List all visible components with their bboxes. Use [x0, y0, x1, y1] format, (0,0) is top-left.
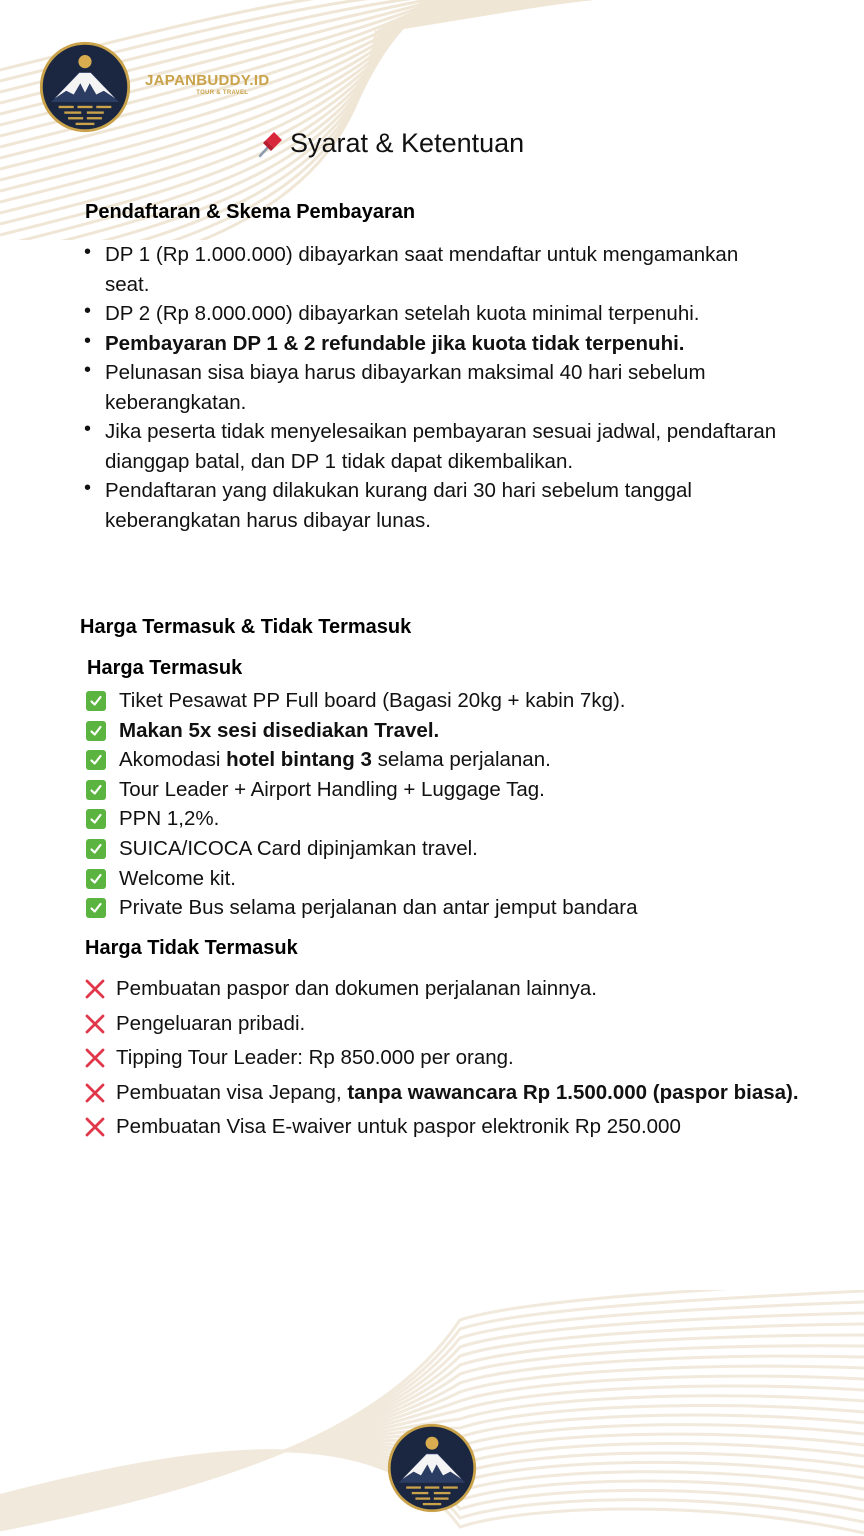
included-list [86, 686, 806, 923]
registration-item-text: DP 1 (Rp 1.000.000) dibayarkan saat mendaftar untuk mengamankan seat. [105, 243, 739, 296]
registration-list [84, 240, 784, 535]
item-text [119, 745, 551, 775]
item-text-part: Welcome kit. [119, 866, 236, 890]
item-text-part: Private Bus selama perjalanan dan antar jemput bandara [119, 896, 638, 920]
registration-item-text: Pembayaran DP 1 & 2 refundable jika kuota tidak terpenuhi. [105, 331, 685, 355]
page-title-text: Syarat & Ketentuan [290, 128, 525, 158]
cross-mark-icon [84, 1047, 106, 1078]
item-text [119, 686, 626, 716]
included-item [86, 893, 806, 923]
excluded-item [84, 1078, 804, 1113]
brand-tagline: TOUR & TRAVEL [196, 90, 249, 96]
item-text [119, 893, 638, 923]
item-text [119, 864, 236, 894]
subheading-included: Harga Termasuk [87, 657, 243, 679]
included-item [86, 864, 806, 894]
registration-item [84, 417, 784, 476]
brand-logo-footer [386, 1422, 478, 1514]
item-text [116, 1043, 514, 1073]
check-box-icon [86, 839, 106, 859]
item-text [119, 716, 439, 746]
included-item [86, 775, 806, 805]
item-text [116, 1009, 305, 1039]
item-text [116, 1112, 681, 1142]
subheading-excluded: Harga Tidak Termasuk [85, 937, 298, 959]
item-text-part: Tipping Tour Leader: Rp 850.000 per orang. [116, 1046, 514, 1070]
pushpin-icon [256, 130, 284, 158]
brand-name: JAPANBUDDY.ID [145, 72, 270, 89]
cross-mark-icon [84, 1013, 106, 1044]
included-item [86, 745, 806, 775]
check-box-icon [86, 721, 106, 741]
section-heading-registration: Pendaftaran & Skema Pembayaran [85, 201, 416, 223]
item-text [119, 804, 219, 834]
item-text [119, 775, 545, 805]
item-text-part: Pengeluaran pribadi. [116, 1011, 306, 1035]
registration-item-text: Pelunasan sisa biaya harus dibayarkan maksimal 40 hari sebelum keberangkatan. [105, 361, 706, 414]
item-text [119, 834, 478, 864]
included-item [86, 804, 806, 834]
registration-item-text: Jika peserta tidak menyelesaikan pembayaran sesuai jadwal, pendaftaran dianggap batal, dan DP 1 tidak dapat dikembalikan. [105, 420, 777, 473]
cross-mark-icon [84, 978, 106, 1009]
cross-mark-icon [84, 1082, 106, 1113]
item-text-part: PPN 1,2%. [119, 807, 220, 831]
cross-mark-icon [84, 1116, 106, 1147]
section-heading-pricing: Harga Termasuk & Tidak Termasuk [80, 616, 412, 638]
excluded-item [84, 1009, 804, 1044]
check-box-icon [86, 750, 106, 770]
page-title [256, 128, 524, 159]
included-item [86, 834, 806, 864]
check-box-icon [86, 691, 106, 711]
check-box-icon [86, 898, 106, 918]
excluded-item [84, 974, 804, 1009]
registration-item-text: DP 2 (Rp 8.000.000) dibayarkan setelah kuota minimal terpenuhi. [105, 302, 700, 325]
registration-item [84, 329, 784, 359]
item-text-part: Pembuatan visa Jepang, [116, 1080, 348, 1104]
excluded-list [84, 974, 804, 1147]
registration-item-text: Pendaftaran yang dilakukan kurang dari 30 hari sebelum tanggal keberangkatan harus dibayar lunas. [105, 479, 692, 532]
item-text-part: SUICA/ICOCA Card dipinjamkan travel. [119, 836, 478, 860]
excluded-item [84, 1043, 804, 1078]
item-text-part: Tour Leader + Airport Handling + Luggage Tag. [119, 777, 545, 801]
item-text-part: selama perjalanan. [371, 748, 551, 772]
registration-item [84, 240, 784, 299]
check-box-icon [86, 809, 106, 829]
item-text-part: Akomodasi [119, 748, 227, 772]
excluded-item [84, 1112, 804, 1147]
brand-logo [38, 40, 132, 134]
item-text-bold: Makan 5x sesi disediakan Travel. [119, 718, 440, 742]
item-text [116, 974, 597, 1004]
item-text-part: Tiket Pesawat PP Full board (Bagasi 20kg + kabin 7kg). [119, 689, 626, 712]
registration-item [84, 476, 784, 535]
item-text [116, 1078, 799, 1108]
check-box-icon [86, 780, 106, 800]
brand-wordmark [145, 72, 269, 96]
included-item [86, 716, 806, 746]
registration-item [84, 299, 784, 329]
item-text-part: Pembuatan paspor dan dokumen perjalanan lainnya. [116, 977, 597, 1000]
registration-item [84, 358, 784, 417]
check-box-icon [86, 869, 106, 889]
item-text-part: Pembuatan Visa E-waiver untuk paspor elektronik Rp 250.000 [116, 1115, 681, 1139]
item-text-bold: tanpa wawancara Rp 1.500.000 (paspor biasa). [347, 1080, 799, 1104]
included-item [86, 686, 806, 716]
item-text-bold: hotel bintang 3 [226, 748, 372, 772]
